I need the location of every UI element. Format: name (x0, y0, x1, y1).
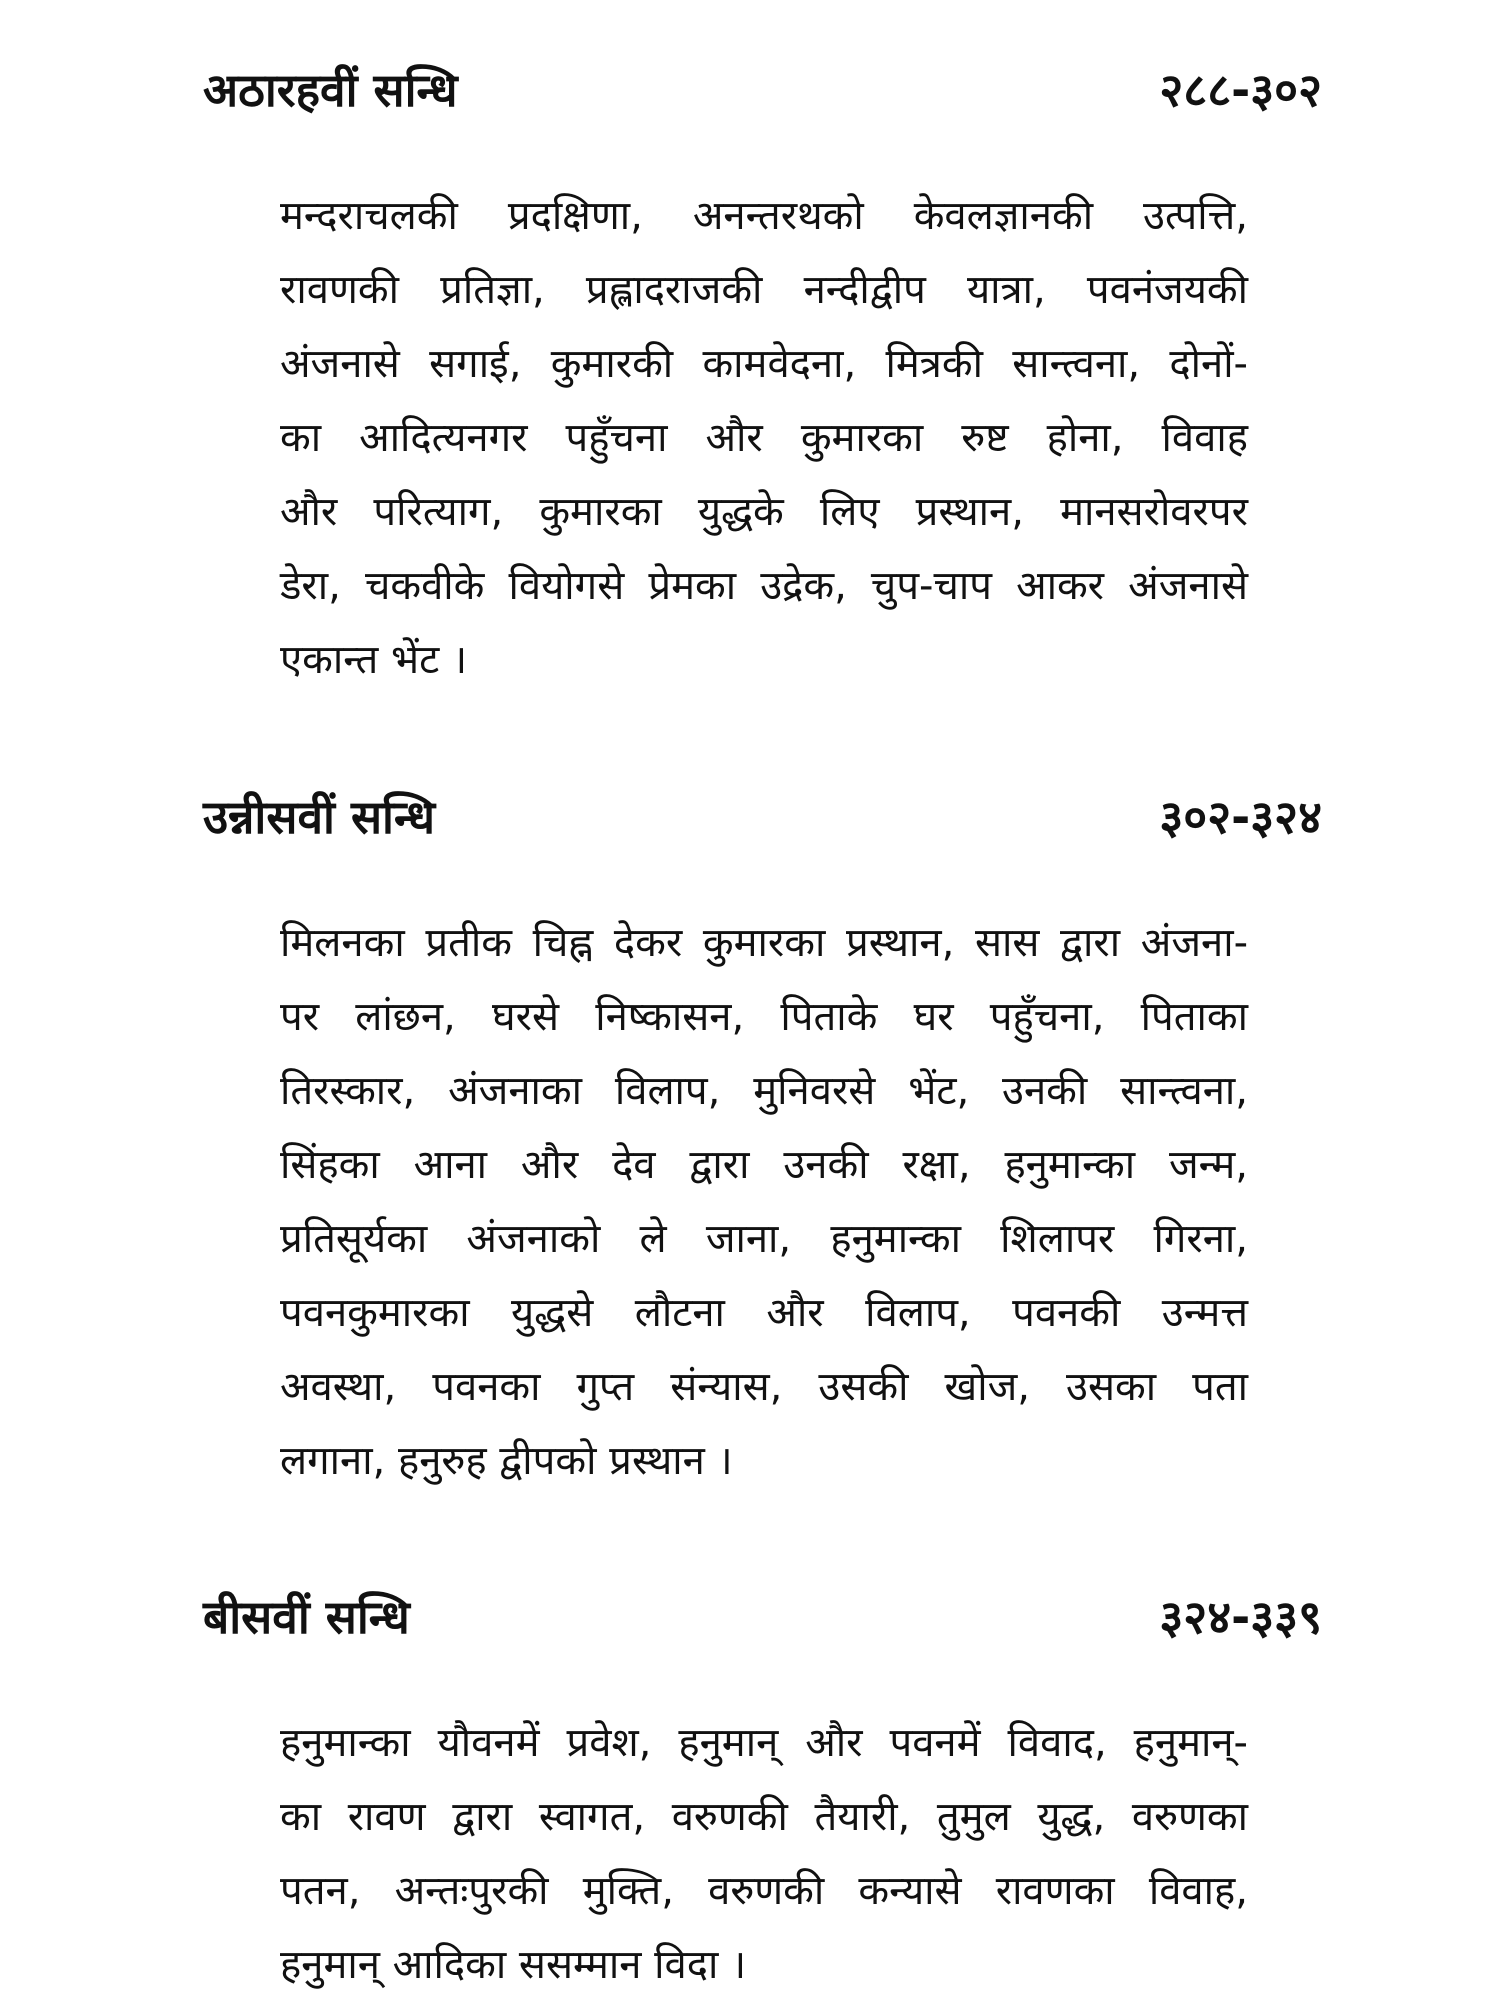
section-19 (0, 772, 1500, 1498)
section-20 (0, 1572, 1500, 2002)
summary-line: मन्दराचलकी प्रदक्षिणा, अनन्तरथको केवलज्ञानकी उत्पत्ति, (280, 193, 1248, 239)
summary-line: पर लांछन, घरसे निष्कासन, पिताके घर पहुँचना, पिताका (280, 994, 1248, 1040)
summary-line: मिलनका प्रतीक चिह्न देकर कुमारका प्रस्थान, सास द्वारा अंजना- (280, 920, 1248, 966)
section-summary (0, 906, 1500, 1498)
summary-line: रावणकी प्रतिज्ञा, प्रह्लादराजकी नन्दीद्वीप यात्रा, पवनंजयकी (280, 267, 1248, 313)
summary-line: अवस्था, पवनका गुप्त संन्यास, उसकी खोज, उसका पता (280, 1364, 1248, 1410)
section-summary (0, 1706, 1500, 2002)
page-range: ३२४-३३९ (1159, 1590, 1322, 1644)
summary-line: प्रतिसूर्यका अंजनाको ले जाना, हनुमान्का शिलापर गिरना, (280, 1216, 1248, 1262)
summary-line: हनुमान्का यौवनमें प्रवेश, हनुमान् और पवनमें विवाद, हनुमान्- (280, 1720, 1248, 1766)
section-summary (0, 179, 1500, 697)
summary-line: एकान्त भेंट । (280, 637, 468, 683)
section-heading (0, 1572, 1500, 1662)
section-heading (0, 45, 1500, 135)
page-range: ३०२-३२४ (1159, 790, 1322, 844)
section-18 (0, 45, 1500, 697)
summary-line: का आदित्यनगर पहुँचना और कुमारका रुष्ट होना, विवाह (280, 415, 1248, 461)
summary-line: सिंहका आना और देव द्वारा उनकी रक्षा, हनुमान्का जन्म, (280, 1142, 1248, 1188)
summary-line: डेरा, चकवीके वियोगसे प्रेमका उद्रेक, चुप-चाप आकर अंजनासे (280, 563, 1248, 609)
section-title: अठारहवीं सन्धि (203, 63, 458, 117)
summary-line: पतन, अन्तःपुरकी मुक्ति, वरुणकी कन्यासे रावणका विवाह, (280, 1868, 1248, 1914)
summary-line: लगाना, हनुरुह द्वीपको प्रस्थान । (280, 1438, 733, 1484)
summary-line: अंजनासे सगाई, कुमारकी कामवेदना, मित्रकी सान्त्वना, दोनों- (280, 341, 1248, 387)
section-title: उन्नीसवीं सन्धि (203, 790, 435, 844)
page-range: २८८-३०२ (1159, 63, 1322, 117)
summary-line: हनुमान् आदिका ससम्मान विदा । (280, 1942, 747, 1988)
summary-line: पवनकुमारका युद्धसे लौटना और विलाप, पवनकी उन्मत्त (280, 1290, 1248, 1336)
section-heading (0, 772, 1500, 862)
summary-line: तिरस्कार, अंजनाका विलाप, मुनिवरसे भेंट, उनकी सान्त्वना, (280, 1068, 1248, 1114)
summary-line: और परित्याग, कुमारका युद्धके लिए प्रस्थान, मानसरोवरपर (280, 489, 1248, 535)
summary-line: का रावण द्वारा स्वागत, वरुणकी तैयारी, तुमुल युद्ध, वरुणका (280, 1794, 1248, 1840)
section-title: बीसवीं सन्धि (203, 1590, 410, 1644)
